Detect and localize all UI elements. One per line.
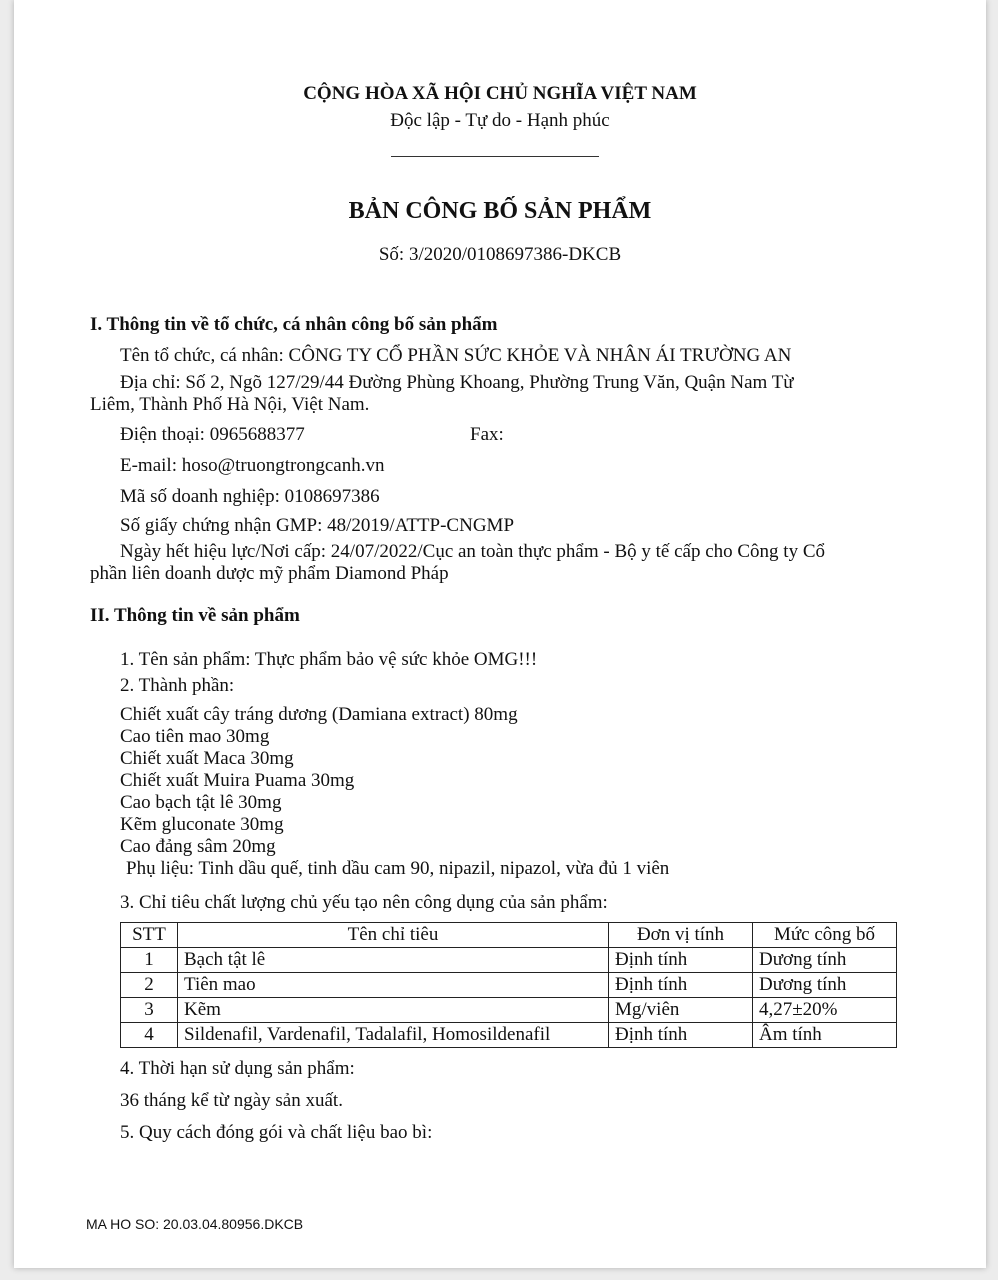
section-2-heading: II. Thông tin về sản phẩm	[90, 605, 300, 626]
table-header-cell: Mức công bố	[753, 923, 897, 948]
expiry-line-2: phần liên doanh dược mỹ phẩm Diamond Pháp	[90, 563, 449, 584]
product-name: 1. Tên sản phẩm: Thực phẩm bảo vệ sức khỏe OMG!!!	[120, 649, 538, 670]
table-header-cell: STT	[121, 923, 178, 948]
table-cell: Bạch tật lê	[178, 948, 609, 973]
document-number: Số: 3/2020/0108697386-DKCB	[378, 244, 622, 265]
document-page	[14, 0, 986, 1268]
address-line-2: Liêm, Thành Phố Hà Nội, Việt Nam.	[90, 394, 370, 415]
table-cell: Kẽm	[178, 998, 609, 1023]
ingredient-item: Chiết xuất Muira Puama 30mg	[120, 770, 355, 791]
table-cell: Âm tính	[753, 1023, 897, 1048]
packaging-label: 5. Quy cách đóng gói và chất liệu bao bì:	[120, 1122, 433, 1143]
document-title: BẢN CÔNG BỐ SẢN PHẨM	[348, 198, 652, 224]
ingredient-item: Cao đảng sâm 20mg	[120, 836, 276, 857]
table-cell: Định tính	[609, 973, 753, 998]
gmp-certificate: Số giấy chứng nhận GMP: 48/2019/ATTP-CNGMP	[120, 515, 515, 536]
ingredients-label: 2. Thành phần:	[120, 675, 235, 696]
table-cell: 4	[121, 1023, 178, 1048]
table-cell: Định tính	[609, 1023, 753, 1048]
table-cell: 1	[121, 948, 178, 973]
table-cell: Dương tính	[753, 948, 897, 973]
ingredient-item: Chiết xuất Maca 30mg	[120, 748, 294, 769]
org-name: Tên tổ chức, cá nhân: CÔNG TY CỔ PHẦN SỨC KHỎE VÀ NHÂN ÁI TRƯỜNG AN	[120, 345, 792, 366]
fax: Fax:	[470, 424, 504, 445]
ingredient-item: Cao tiên mao 30mg	[120, 726, 270, 747]
national-header: CỘNG HÒA XÃ HỘI CHỦ NGHĨA VIỆT NAM	[303, 83, 697, 104]
quality-criteria-label: 3. Chỉ tiêu chất lượng chủ yếu tạo nên công dụng của sản phẩm:	[120, 892, 608, 913]
ingredient-item: Cao bạch tật lê 30mg	[120, 792, 282, 813]
table-row	[121, 1023, 897, 1048]
table-cell: Mg/viên	[609, 998, 753, 1023]
expiry-line-1: Ngày hết hiệu lực/Nơi cấp: 24/07/2022/Cục an toàn thực phẩm - Bộ y tế cấp cho Công ty Cổ	[120, 541, 826, 562]
table-cell: 4,27±20%	[753, 998, 897, 1023]
business-code: Mã số doanh nghiệp: 0108697386	[120, 486, 380, 507]
shelf-life-value: 36 tháng kể từ ngày sản xuất.	[120, 1090, 343, 1111]
ingredient-list	[120, 704, 518, 858]
table-header-row	[121, 923, 897, 948]
table-header-cell: Tên chỉ tiêu	[178, 923, 609, 948]
ingredient-item: Kẽm gluconate 30mg	[120, 814, 284, 835]
phone: Điện thoại: 0965688377	[120, 424, 305, 445]
file-code-footer: MA HO SO: 20.03.04.80956.DKCB	[86, 1216, 304, 1232]
excipients: Phụ liệu: Tinh dầu quế, tinh dầu cam 90, nipazil, nipazol, vừa đủ 1 viên	[126, 858, 670, 879]
table-cell: Tiên mao	[178, 973, 609, 998]
table-row	[121, 948, 897, 973]
table-row	[121, 998, 897, 1023]
table-cell: 3	[121, 998, 178, 1023]
table-header-cell: Đơn vị tính	[609, 923, 753, 948]
email: E-mail: hoso@truongtrongcanh.vn	[120, 455, 385, 476]
header-divider	[391, 156, 599, 157]
table-cell: Định tính	[609, 948, 753, 973]
ingredient-item: Chiết xuất cây tráng dương (Damiana extract) 80mg	[120, 704, 518, 725]
table-cell: Dương tính	[753, 973, 897, 998]
quality-table	[120, 922, 897, 1048]
shelf-life-label: 4. Thời hạn sử dụng sản phẩm:	[120, 1058, 355, 1079]
section-1-heading: I. Thông tin về tổ chức, cá nhân công bố sản phẩm	[90, 314, 498, 335]
table-cell: Sildenafil, Vardenafil, Tadalafil, Homosildenafil	[178, 1023, 609, 1048]
address-line-1: Địa chỉ: Số 2, Ngõ 127/29/44 Đường Phùng Khoang, Phường Trung Văn, Quận Nam Từ	[120, 372, 794, 393]
table-cell: 2	[121, 973, 178, 998]
national-motto: Độc lập - Tự do - Hạnh phúc	[390, 110, 610, 131]
table-row	[121, 973, 897, 998]
